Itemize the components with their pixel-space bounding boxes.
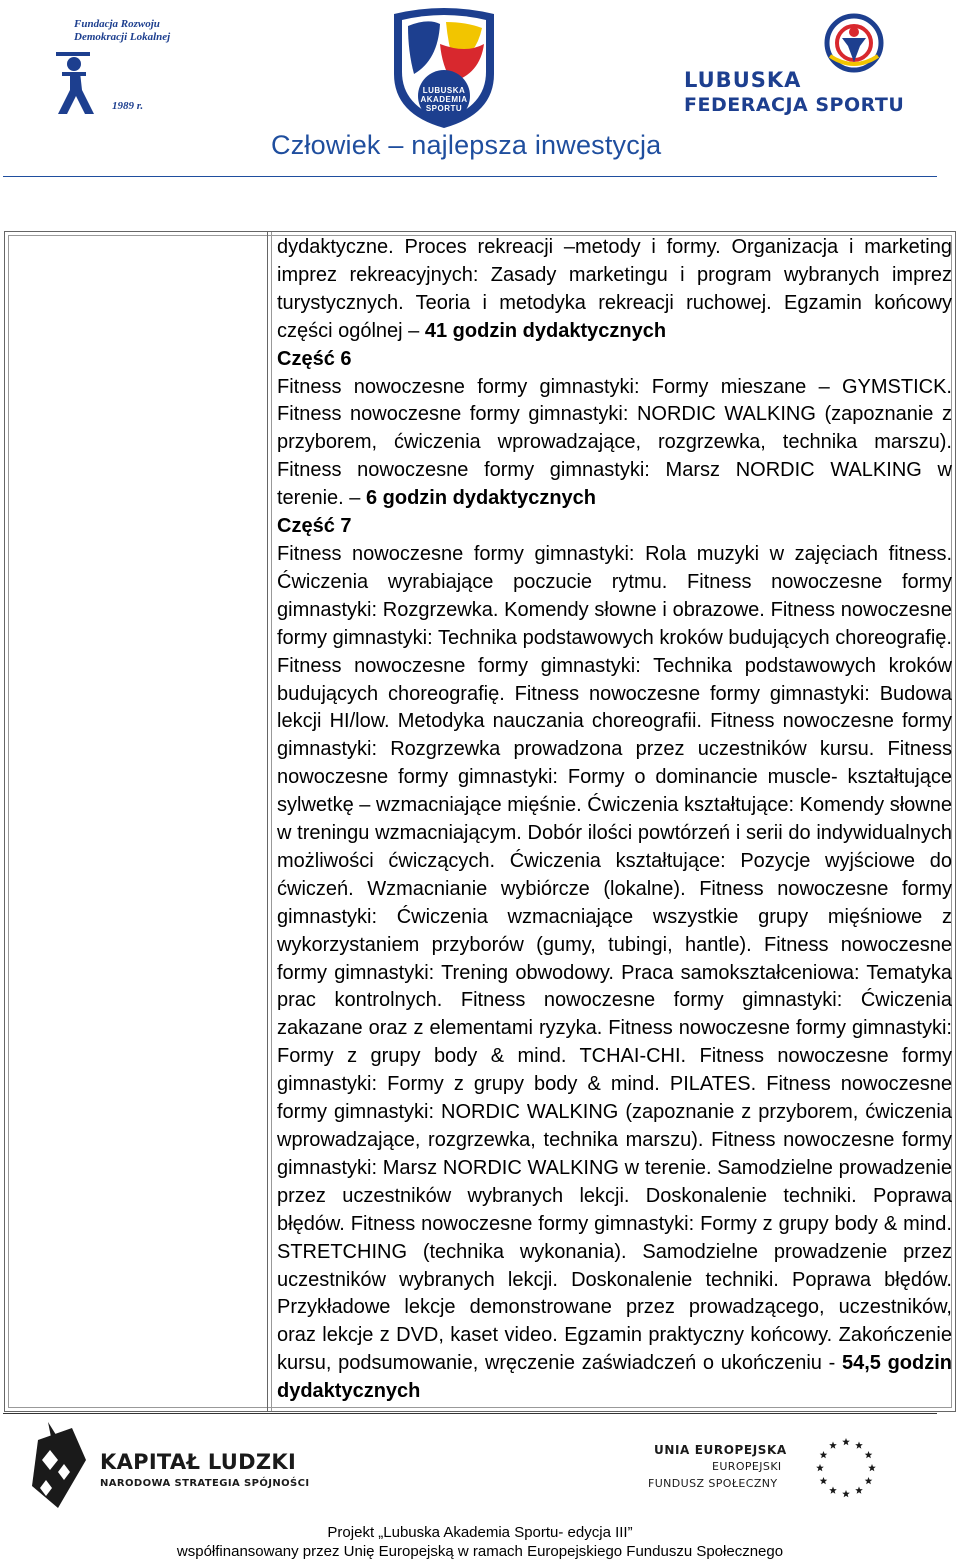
eu-star [865, 1451, 873, 1458]
lfs-emblem-icon [816, 12, 892, 74]
eu-star [829, 1441, 837, 1448]
eu-star [842, 1490, 850, 1497]
text-run: dydaktyczne. Proces rekreacji –metody i formy. Organizacja i marketing imprez rekreacyjnych: Zasady marketingu i program wybranych imprez turystycznych. Teoria i metodyka rekreacji ruchowej. Egzamin końcowy części ogólnej – [277, 236, 952, 342]
paragraph [277, 346, 952, 374]
las-name-line3: SPORTU [425, 104, 463, 113]
header-divider [3, 176, 937, 177]
bold-run: Część 7 [277, 515, 352, 538]
las-logo [388, 4, 500, 130]
eu-star [865, 1477, 873, 1484]
paragraph [277, 374, 952, 514]
eu-title: UNIA EUROPEJSKA [654, 1443, 787, 1457]
eu-logo [640, 1430, 910, 1510]
las-name [388, 86, 500, 113]
eu-star [868, 1464, 876, 1471]
bold-run: 54,5 godzin dydaktycznych [277, 1352, 953, 1403]
kapital-ludzki-subtitle: NARODOWA STRATEGIA SPÓJNOŚCI [100, 1478, 310, 1489]
las-name-line2: AKADEMIA [420, 95, 468, 104]
frdl-name-line1: Fundacja Rozwoju [74, 18, 160, 30]
text-run: Fitness nowoczesne formy gimnastyki: Rola muzyki w zajęciach fitness. Ćwiczenia wyrabiające poczucie rytmu. Fitness nowoczesne formy gimnastyki: Rozgrzewka. Komendy słowne i obrazowe. Fitness nowoczesne formy gimnastyki: Technika podstawowych kroków budujących choreografię. Fitness nowoczesne formy gimnastyki: Technika podstawowych kroków budujących choreografię. Fitness nowoczesne formy gimnastyki: Budowa lekcji HI/low. Metodyka nauczania choreografii. Fitness nowoczesne formy gimnastyki: Rozgrzewka prowadzona przez uczestników kursu. Fitness nowoczesne formy gimnastyki: Formy o dominancie muscle- kształtujące sylwetkę – wzmacniające mięśnie. Ćwiczenia kształtujące: Komendy słowne w treningu wzmacniającym. Dobór ilości powtórzeń i serii do indywidualnych możliwości ćwiczących. Ćwiczenia kształtujące: Pozycje wyjściowe do ćwiczeń. Wzmacnianie wybiórcze (lokalne). Fitness nowoczesne formy gimnastyki: Ćwiczenia wzmacniające wszystkie grupy mięśniowe z wykorzystaniem przyborów (gumy, tubingi, hantle). Fitness nowoczesne formy gimnastyki: Trening obwodowy. Praca samokształceniowa: Tematyka prac kontrolnych. Fitness nowoczesne formy gimnastyki: Ćwiczenia zakazane oraz z elementami ryzyka. Fitness nowoczesne formy gimnastyki: Formy z grupy body & mind. TCHAI-CHI. Fitness nowoczesne formy gimnastyki: Formy z grupy body & mind. PILATES. Fitness nowoczesne formy gimnastyki: NORDIC WALKING (zapoznanie z przyborem, ćwiczenia wprowadzające, rozgrzewka, technika marszu). Fitness nowoczesne formy gimnastyki: Marsz NORDIC WALKING w terenie. Samodzielne prowadzenie przez uczestników wybranych lekcji. Doskonalenie techniki. Poprawa błędów. Fitness nowoczesne formy gimnastyki: Formy z grupy body & mind. STRETCHING (technika wykonania). Samodzielne prowadzenie przez uczestników wybranych lekcji. Doskonalenie techniki. Poprawa błędów. Przykładowe lekcje demonstrowane przez prowadzącego, uczestników, oraz lekcje z DVD, kaset video. Egzamin praktyczny końcowy. Zakończenie kursu, podsumowanie, wręczenie zaświadczeń o ukończeniu - [277, 542, 952, 1375]
frdl-logo [52, 8, 202, 118]
kapital-ludzki-emblem-icon [28, 1420, 92, 1510]
footer-funding-line: współfinansowany przez Unię Europejską w ramach Europejskiego Funduszu Społecznego [176, 1543, 784, 1560]
lfs-logo [682, 12, 922, 120]
page-header [0, 0, 960, 178]
lfs-name-line2: FEDERACJA SPORTU [684, 94, 905, 116]
frdl-name [74, 18, 170, 44]
paragraph [277, 513, 952, 541]
frdl-year: 1989 r. [112, 100, 144, 112]
eu-fund-line2: FUNDUSZ SPOŁECZNY [648, 1477, 778, 1490]
header-motto: Człowiek – najlepsza inwestycja [271, 130, 662, 160]
lfs-name-line1: LUBUSKA [684, 68, 802, 92]
eu-star [855, 1487, 863, 1494]
footer-project-line: Projekt „Lubuska Akademia Sportu- edycja III” [327, 1524, 633, 1541]
program-description [277, 234, 952, 1406]
bold-run: 41 godzin dydaktycznych [424, 319, 667, 342]
kapital-ludzki-title: KAPITAŁ LUDZKI [100, 1450, 297, 1474]
eu-star [855, 1441, 863, 1448]
eu-star [829, 1487, 837, 1494]
column-divider-inner [271, 232, 272, 1411]
eu-fund-line1: EUROPEJSKI [712, 1460, 782, 1473]
kapital-ludzki-logo [28, 1420, 328, 1510]
column-divider [267, 232, 268, 1411]
eu-star [816, 1464, 824, 1471]
footer-divider [3, 1413, 937, 1414]
eu-stars-icon [810, 1434, 882, 1502]
bold-run: Część 6 [277, 347, 352, 370]
paragraph [277, 541, 952, 1406]
las-name-line1: LUBUSKA [422, 86, 466, 95]
paragraph [277, 234, 952, 346]
eu-star [820, 1477, 828, 1484]
frdl-name-line2: Demokracji Lokalnej [74, 31, 171, 43]
text-run: Fitness nowoczesne formy gimnastyki: Formy mieszane – GYMSTICK. Fitness nowoczesne formy gimnastyki: NORDIC WALKING (zapoznanie z przyborem, ćwiczenia wprowadzające, rozgrzewka, technika marszu). Fitness nowoczesne formy gimnastyki: Marsz NORDIC WALKING w terenie. – [277, 375, 952, 510]
bold-run: 6 godzin dydaktycznych [365, 487, 597, 510]
eu-star [842, 1438, 850, 1445]
eu-star [820, 1451, 828, 1458]
